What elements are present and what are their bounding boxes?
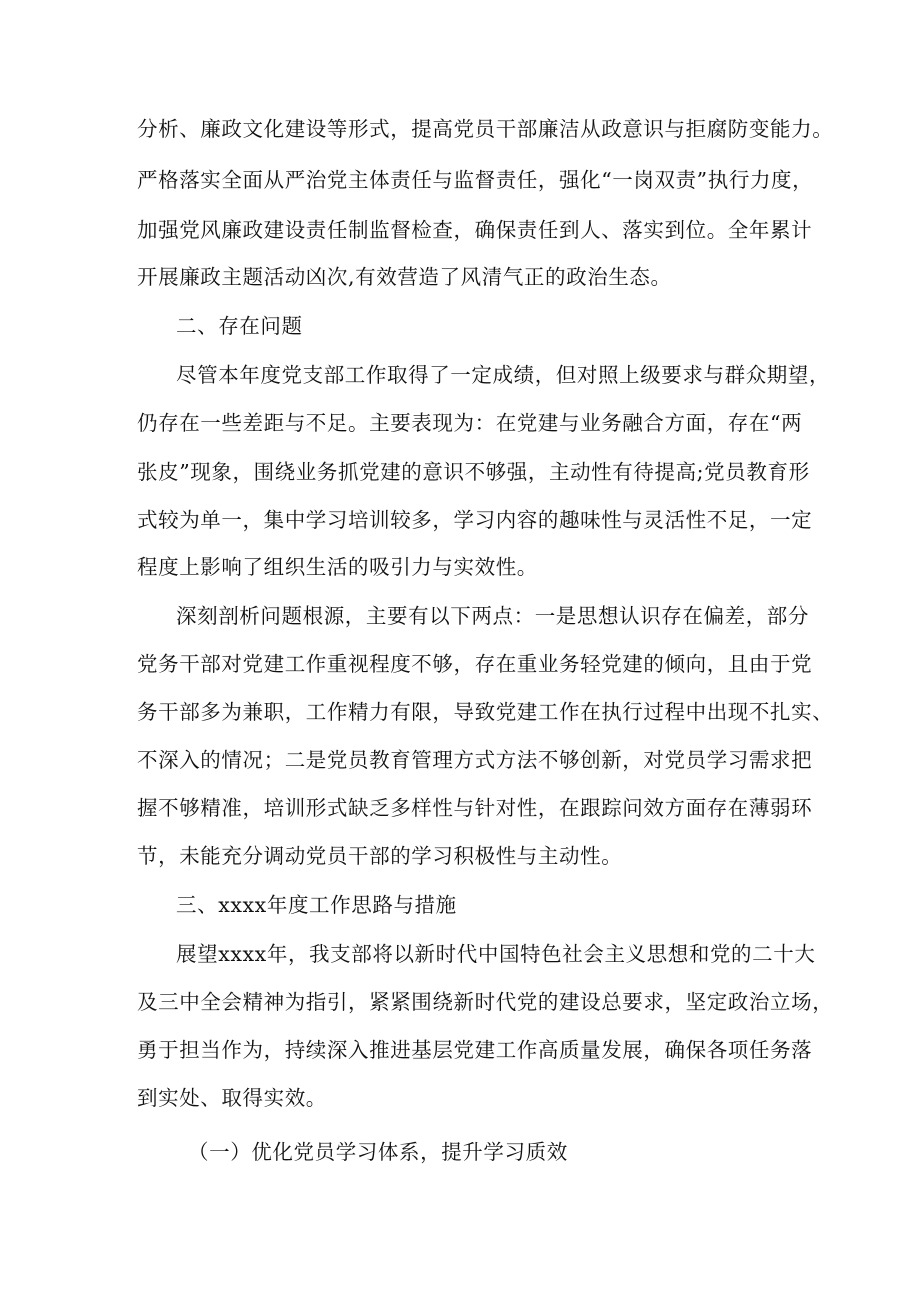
- subsection-heading: （一）优化党员学习体系，提升学习质效: [188, 1140, 568, 1164]
- section-heading: 二、存在问题: [176, 314, 303, 338]
- section-heading: 三、xxxx年度工作思路与措施: [176, 893, 457, 917]
- paragraph-line: 尽管本年度党支部工作取得了一定成绩，但对照上级要求与群众期望，: [176, 363, 831, 387]
- paragraph-line: 党务干部对党建工作重视程度不够，存在重业务轻党建的倾向，且由于党: [137, 652, 813, 676]
- paragraph-line: 及三中全会精神为指引，紧紧围绕新时代党的建设总要求，坚定政治立场，: [137, 990, 834, 1014]
- paragraph-line: 节，未能充分调动党员干部的学习积极性与主动性。: [137, 844, 623, 868]
- paragraph-line: 程度上影响了组织生活的吸引力与实效性。: [137, 555, 538, 579]
- paragraph-line: 不深入的情况；二是党员教育管理方式方法不够创新，对党员学习需求把: [137, 748, 813, 772]
- paragraph-line: 务干部多为兼职，工作精力有限，导致党建工作在执行过程中出现不扎实、: [137, 700, 834, 724]
- paragraph-line: 仍存在一些差距与不足。主要表现为：在党建与业务融合方面，存在“两: [137, 411, 803, 435]
- paragraph-line: 式较为单一，集中学习培训较多，学习内容的趣味性与灵活性不足，一定: [137, 508, 813, 532]
- paragraph-line: 分析、廉政文化建设等形式，提高党员干部廉洁从政意识与拒腐防变能力。: [137, 117, 834, 141]
- paragraph-line: 展望xxxx年，我支部将以新时代中国特色社会主义思想和党的二十大: [176, 942, 816, 966]
- paragraph-line: 加强党风廉政建设责任制监督检查，确保责任到人、落实到位。全年累计: [137, 218, 813, 242]
- paragraph-line: 到实处、取得实效。: [137, 1086, 327, 1110]
- paragraph-line: 握不够精准，培训形式缺乏多样性与针对性，在跟踪问效方面存在薄弱环: [137, 796, 813, 820]
- paragraph-line: 开展廉政主题活动凶次,有效营造了风清气正的政治生态。: [137, 265, 672, 289]
- paragraph-line: 张皮”现象，围绕业务抓党建的意识不够强，主动性有待提高;党员教育形: [137, 460, 810, 484]
- paragraph-line: 勇于担当作为，持续深入推进基层党建工作高质量发展，确保各项任务落: [137, 1038, 813, 1062]
- paragraph-line: 深刻剖析问题根源，主要有以下两点：一是思想认识存在偏差，部分: [176, 604, 809, 628]
- paragraph-line: 严格落实全面从严治党主体责任与监督责任，强化“一岗双责”执行力度，: [137, 168, 814, 192]
